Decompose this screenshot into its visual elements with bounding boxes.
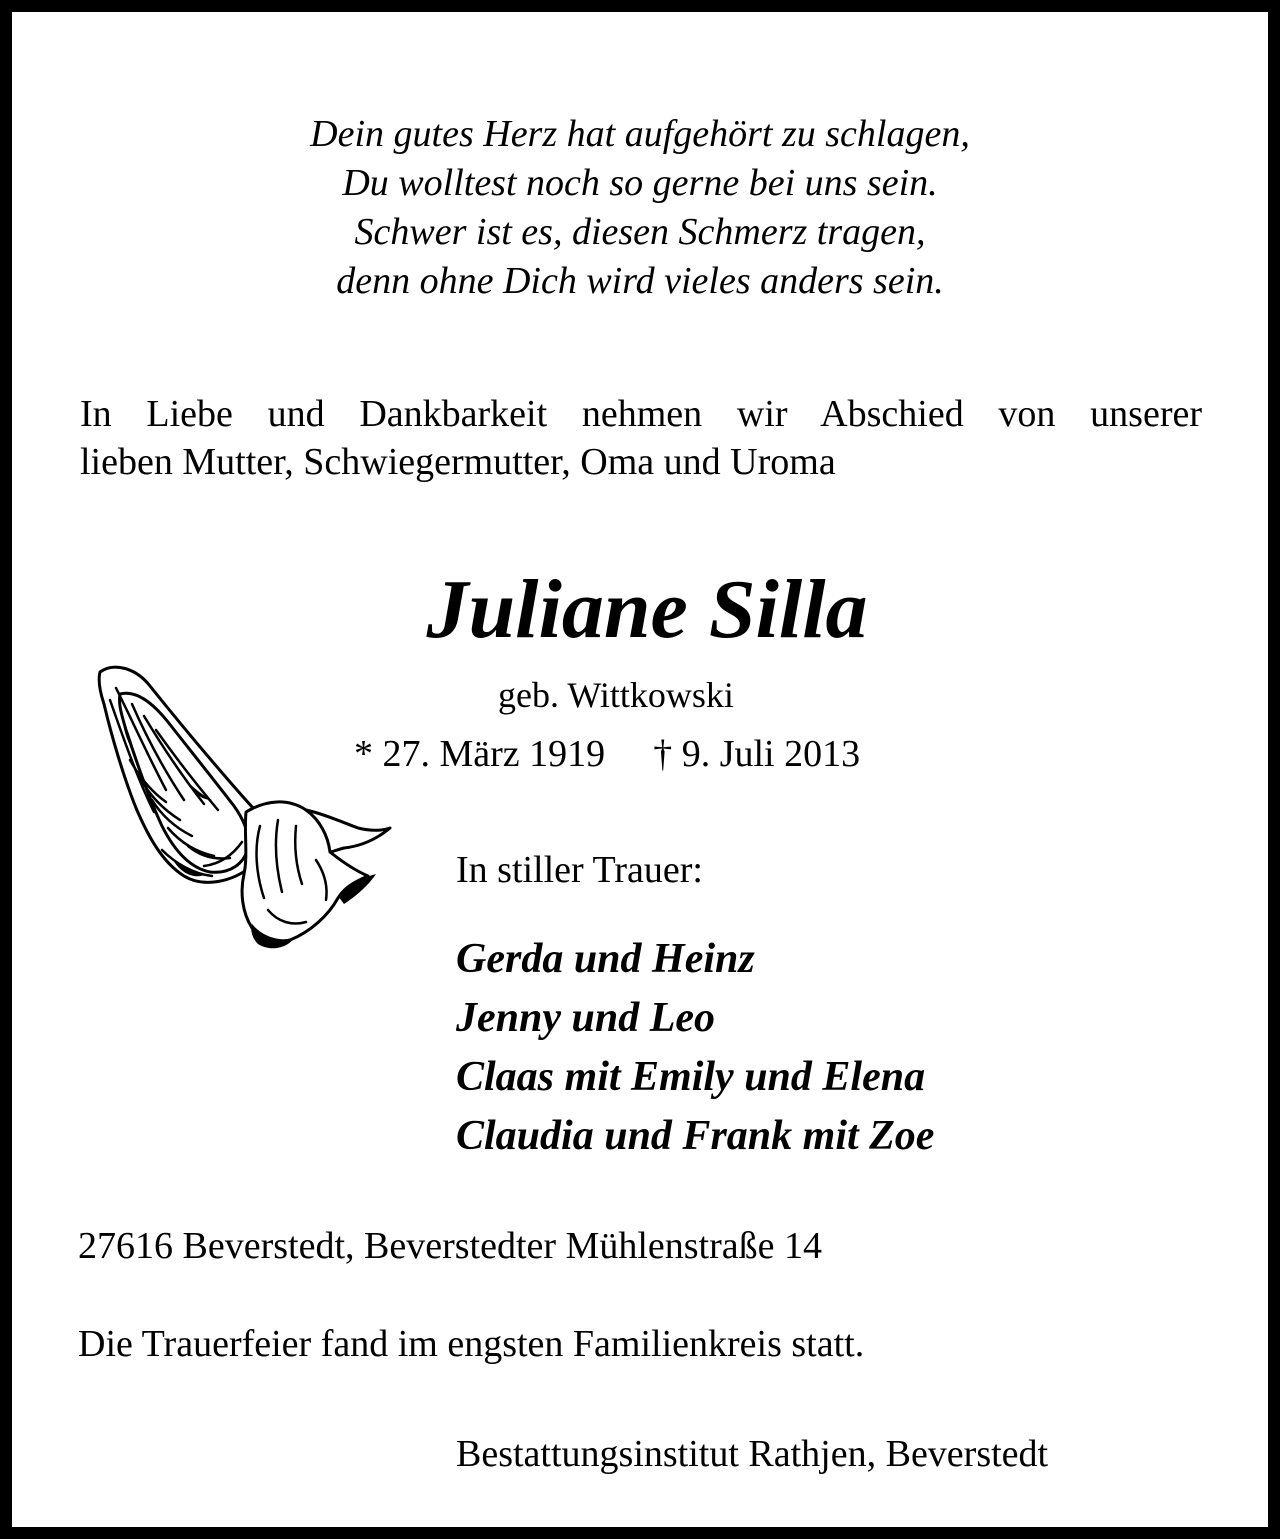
- mourning-heading: In stiller Trauer:: [456, 849, 703, 891]
- memorial-poem: [12, 110, 1268, 306]
- death-date: † 9. Juli 2013: [653, 733, 861, 775]
- mourner-name: Jenny und Leo: [456, 995, 716, 1041]
- mourners-list: [456, 930, 934, 1166]
- mourning-address: 27616 Beverstedt, Beverstedter Mühlenstraße 14: [78, 1225, 822, 1267]
- poem-line: Du wolltest noch so gerne bei uns sein.: [342, 162, 938, 204]
- obituary-notice: [12, 12, 1268, 1527]
- ceremony-note: Die Trauerfeier fand im engsten Familienkreis statt.: [78, 1323, 865, 1365]
- farewell-line: lieben Mutter, Schwiegermutter, Oma und Uroma: [80, 441, 836, 483]
- mourner-name: Gerda und Heinz: [456, 936, 755, 982]
- mourner-name: Claudia und Frank mit Zoe: [456, 1113, 935, 1159]
- mourner-name: Claas mit Emily und Elena: [456, 1054, 926, 1100]
- deceased-name: Juliane Silla: [426, 563, 868, 656]
- praying-hands-icon: [92, 660, 392, 960]
- poem-line: denn ohne Dich wird vieles anders sein.: [336, 260, 944, 302]
- life-dates: [354, 730, 860, 778]
- funeral-home: Bestattungsinstitut Rathjen, Beverstedt: [456, 1433, 1049, 1475]
- birth-date: * 27. März 1919: [354, 733, 606, 775]
- farewell-text: [80, 390, 1202, 486]
- poem-line: Schwer ist es, diesen Schmerz tragen,: [354, 211, 926, 253]
- farewell-line: In Liebe und Dankbarkeit nehmen wir Abschied von unserer: [80, 393, 1202, 435]
- poem-line: Dein gutes Herz hat aufgehört zu schlagen,: [310, 113, 970, 155]
- birth-name: geb. Wittkowski: [498, 675, 734, 715]
